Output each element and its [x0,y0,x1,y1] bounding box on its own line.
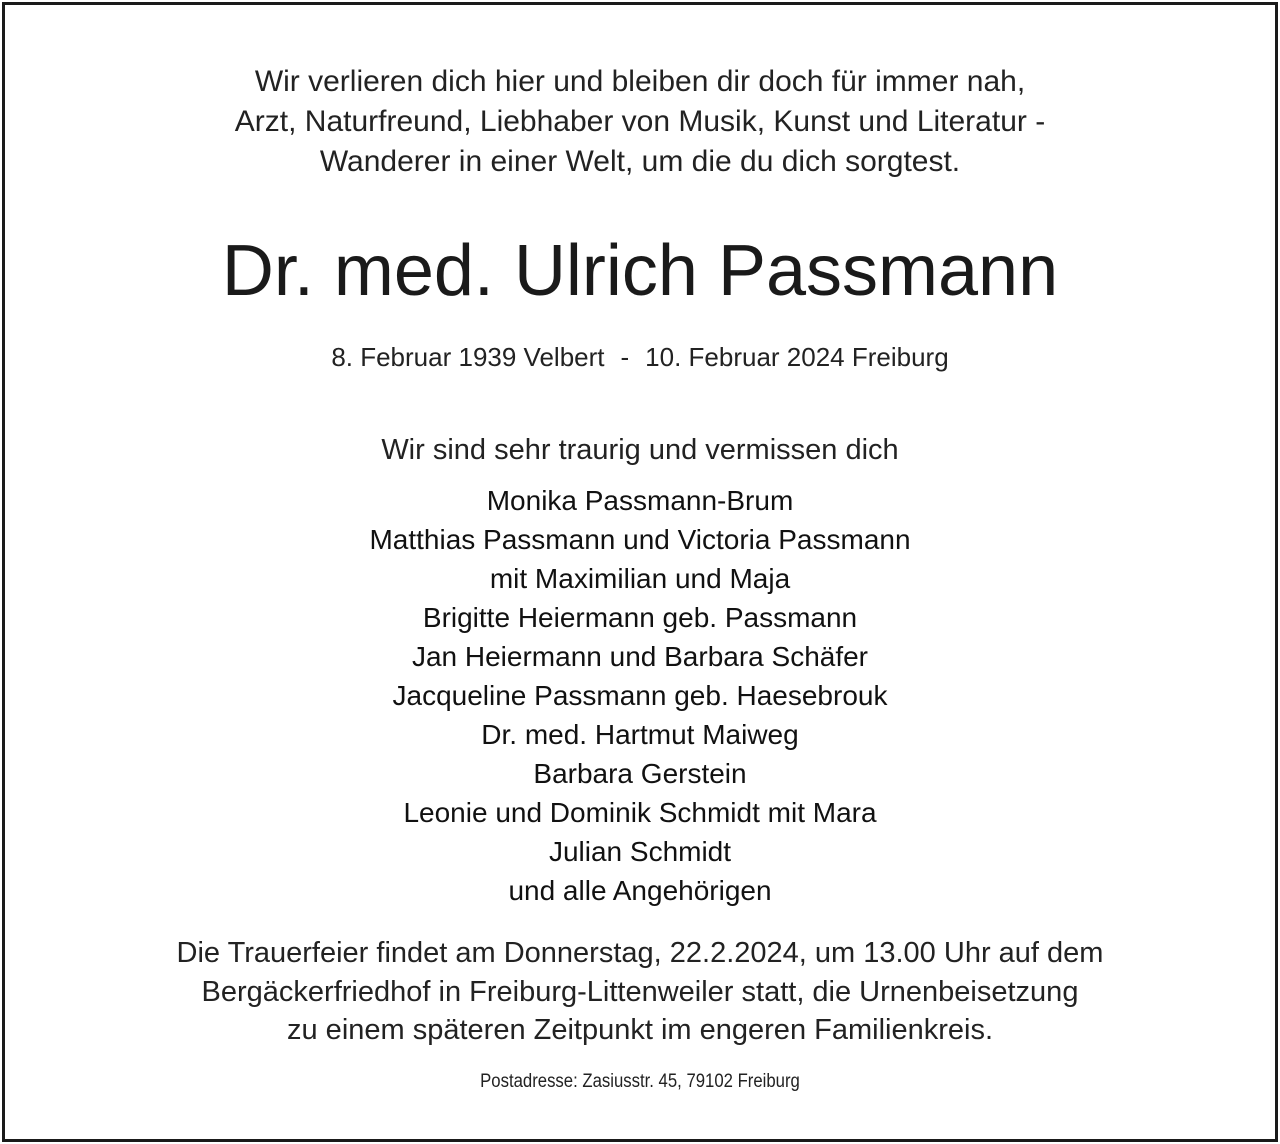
mourner-entry: Jan Heiermann und Barbara Schäfer [411,641,869,672]
mourner-entry: Brigitte Heiermann geb. Passmann [422,602,858,633]
mourner-entry: Jacqueline Passmann geb. Haesebrouk [392,680,888,711]
funeral-details-line: Bergäckerfriedhof in Freiburg-Littenweiler statt, die Urnenbeisetzung [201,975,1079,1008]
verse-line: Wanderer in einer Welt, um die du dich sorgtest. [319,145,961,178]
deceased-name: Dr. med. Ulrich Passmann [221,231,1059,311]
mourners-list [0,481,1280,910]
birth-date: 8. Februar 1939 Velbert [331,342,605,372]
mourner-entry: Monika Passmann-Brum [486,485,794,516]
memorial-verse [0,62,1280,182]
funeral-details-line: Die Trauerfeier findet am Donnerstag, 22.2.2024, um 13.00 Uhr auf dem [176,937,1104,969]
postal-address: Postadresse: Zasiusstr. 45, 79102 Freiburg [480,1071,800,1092]
mourner-entry: und alle Angehörigen [508,875,772,906]
verse-line: Wir verlieren dich hier und bleiben dir doch für immer nah, [254,65,1026,98]
verse-line: Arzt, Naturfreund, Liebhaber von Musik, Kunst und Literatur - [234,105,1046,138]
death-date: 10. Februar 2024 Freiburg [645,342,949,372]
funeral-details [0,934,1280,1050]
funeral-details-line: zu einem späteren Zeitpunkt im engeren Familienkreis. [287,1014,993,1046]
mourner-entry: Barbara Gerstein [533,758,747,789]
life-dates [0,338,1280,376]
mourner-entry: mit Maximilian und Maja [489,563,791,594]
mourning-line: Wir sind sehr traurig und vermissen dich [381,434,899,466]
mourner-entry: Matthias Passmann und Victoria Passmann [369,524,911,555]
mourner-entry: Dr. med. Hartmut Maiweg [481,719,799,750]
mourner-entry: Julian Schmidt [548,836,732,867]
mourner-entry: Leonie und Dominik Schmidt mit Mara [403,797,877,828]
date-separator: - [620,342,630,372]
